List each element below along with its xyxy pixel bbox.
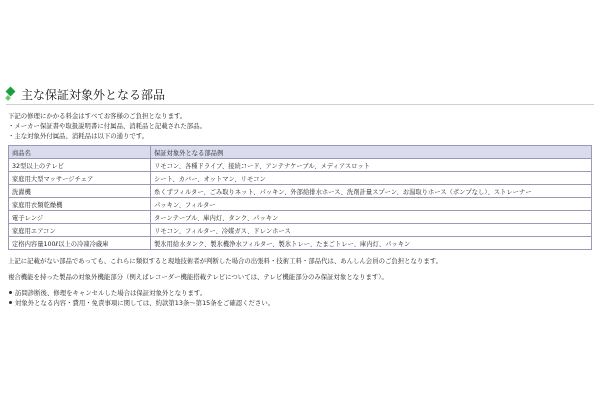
warranty-exclusions-section bbox=[6, 86, 594, 308]
product-cell: 家庭用エアコン bbox=[9, 224, 151, 237]
product-cell: 電子レンジ bbox=[9, 211, 151, 224]
intro-line-2: ・メーカー保証書や取扱説明書に付属品、消耗品と記載された部品。 bbox=[8, 122, 206, 130]
note-combined-functions: 複合機能を持った製品の対象外機能部分（例えばレコーダー機能搭載テレビについては、テレビ機能部分のみ保証対象となります）。 bbox=[8, 273, 388, 281]
product-cell: 家庭用大型マッサージチェア bbox=[9, 172, 151, 185]
table-row bbox=[9, 172, 592, 185]
parts-cell: シート、カバー、オットマン、リモコン bbox=[151, 172, 592, 185]
green-diamond-icon bbox=[6, 87, 18, 101]
parts-cell: 糸くずフィルター、ごみ取りネット、パッキン、外部給排水ホース、洗剤計量スプーン、お湯取りホース（ポンプなし）、ストレーナー bbox=[151, 185, 592, 198]
note-similar-parts: 上記に記載がない部品であっても、これらに類似すると現地技術者が判断した場合の出張料・技術工料・部品代は、あんしん会員のご負担となります。 bbox=[8, 257, 442, 265]
bullet-dot-icon bbox=[9, 301, 12, 304]
product-cell: 家庭用衣類乾燥機 bbox=[9, 198, 151, 211]
table-row bbox=[9, 237, 592, 250]
table-row bbox=[9, 211, 592, 224]
table-row bbox=[9, 159, 592, 172]
section-heading bbox=[6, 86, 594, 105]
bullet-item bbox=[8, 288, 594, 298]
parts-cell: パッキン、フィルター bbox=[151, 198, 592, 211]
parts-cell: リモコン、フィルター、冷媒ガス、ドレンホース bbox=[151, 224, 592, 237]
table-row bbox=[9, 185, 592, 198]
intro-line-3: ・主な対象外付属品、消耗品は以下の通りです。 bbox=[8, 132, 149, 140]
heading-text: 主な保証対象外となる部品 bbox=[21, 87, 166, 102]
product-cell: 定格内容量100ℓ以上の冷凍冷蔵庫 bbox=[9, 237, 151, 250]
bullet-item bbox=[8, 298, 594, 308]
header-product: 商品名 bbox=[9, 146, 151, 159]
product-cell: 32型以上のテレビ bbox=[9, 159, 151, 172]
header-parts: 保証対象外となる部品例 bbox=[151, 146, 592, 159]
intro-line-1: 下記の修理にかかる料金はすべてお客様のご負担となります。 bbox=[8, 112, 187, 120]
bullet-text: 訪問診断後、修理をキャンセルした場合は保証対象外となります。 bbox=[15, 289, 207, 297]
bullet-text: 対象外となる内容・費用・免責事項に関しては、約款第13条〜第15条をご確認ください。 bbox=[15, 299, 275, 307]
parts-cell: ターンテーブル、庫内灯、タンク、パッキン bbox=[151, 211, 592, 224]
parts-cell: 製氷用給水タンク、製氷機浄水フィルター、製氷トレー、たまごトレー、庫内灯、パッキン bbox=[151, 237, 592, 250]
table-row bbox=[9, 224, 592, 237]
bullet-dot-icon bbox=[9, 291, 12, 294]
product-cell: 洗濯機 bbox=[9, 185, 151, 198]
table-header-row bbox=[9, 146, 592, 159]
parts-cell: リモコン、各種ドライブ、接続コード、アンテナケーブル、メディアスロット bbox=[151, 159, 592, 172]
exclusions-table bbox=[8, 145, 592, 250]
table-row bbox=[9, 198, 592, 211]
